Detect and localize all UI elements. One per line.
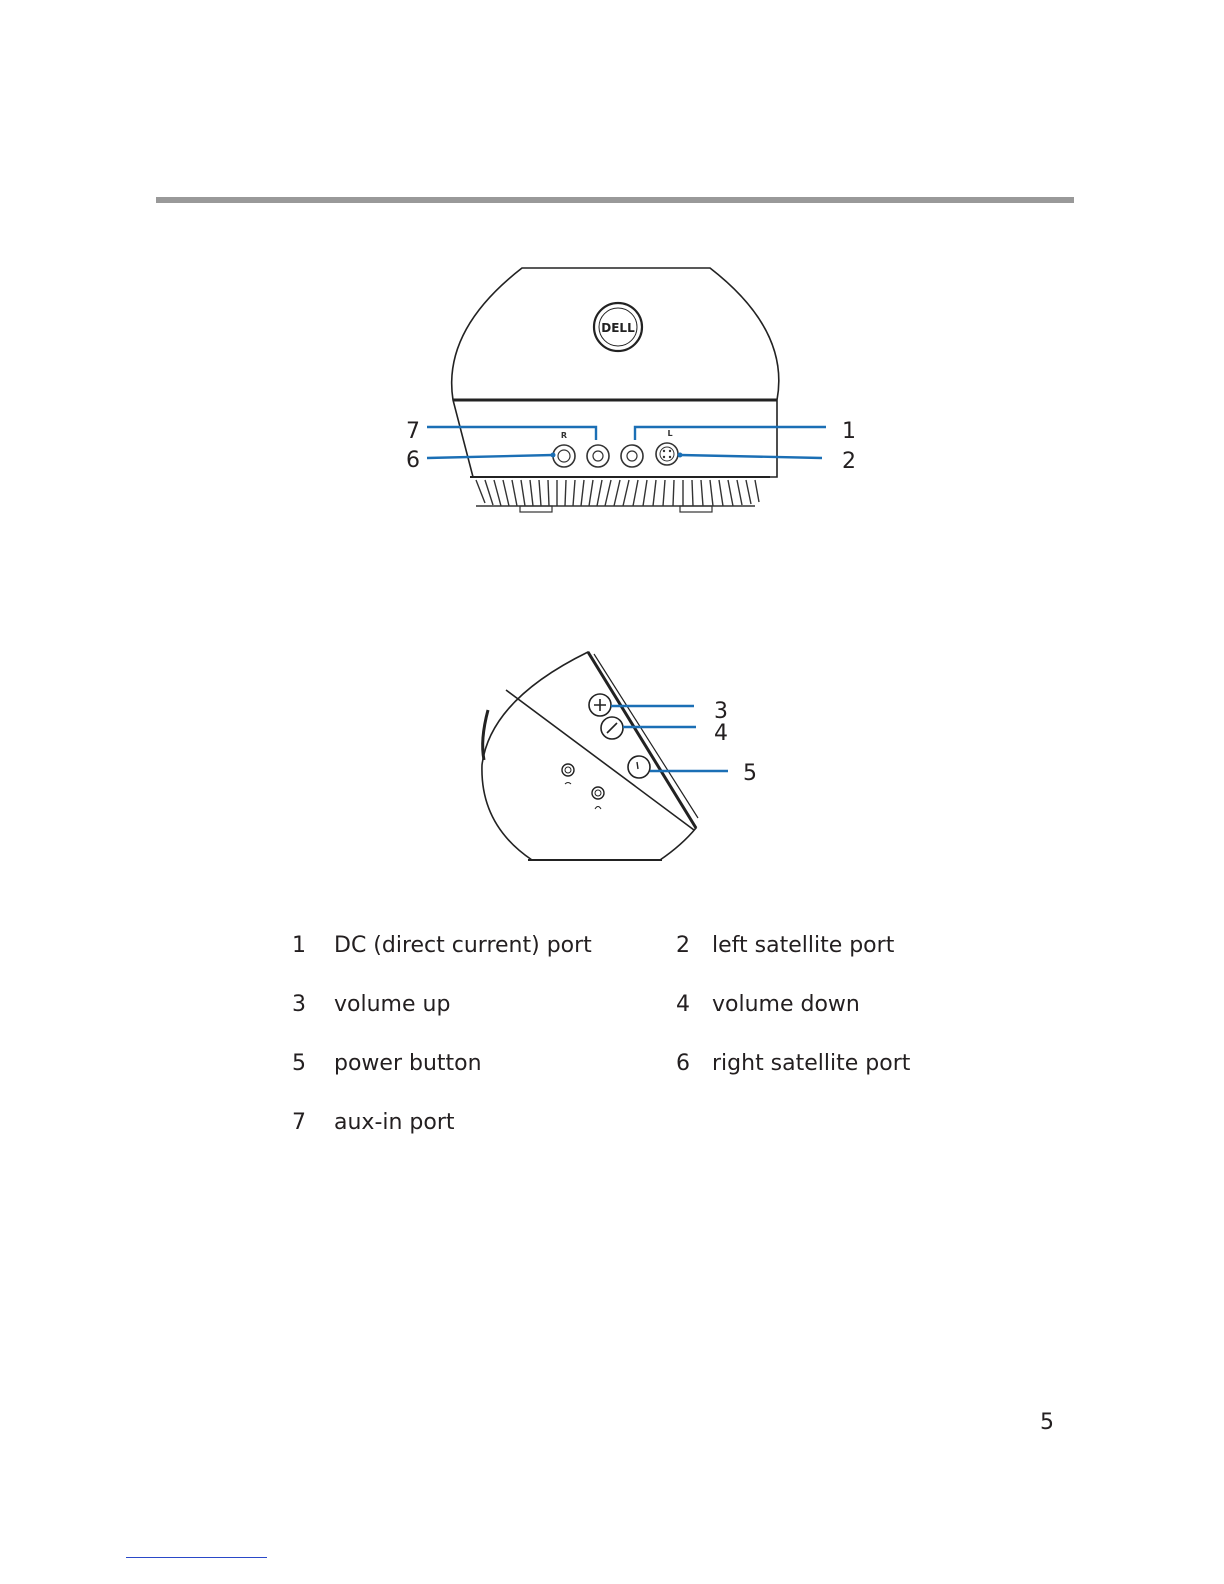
legend-number: 5 (292, 1051, 306, 1076)
footer-link-underline[interactable] (126, 1557, 267, 1558)
right-port-mark: R (560, 431, 568, 440)
front-view-figure (390, 260, 870, 520)
callout-1: 1 (842, 419, 856, 444)
callout-4: 4 (714, 721, 728, 746)
left-foot (520, 506, 552, 512)
legend-number: 2 (676, 933, 690, 958)
legend-label: DC (direct current) port (334, 933, 592, 958)
legend-number: 4 (676, 992, 690, 1017)
legend-number: 7 (292, 1110, 306, 1135)
side-view-figure (470, 640, 790, 870)
legend-number: 1 (292, 933, 306, 958)
left-port-mark: L (667, 429, 673, 438)
legend-number: 3 (292, 992, 306, 1017)
dell-logo-icon (594, 303, 642, 351)
legend-label: power button (334, 1051, 482, 1076)
volume-up-button-icon[interactable] (589, 694, 611, 716)
volume-down-button-icon[interactable] (601, 717, 623, 739)
legend-label: left satellite port (712, 933, 895, 958)
callout-6: 6 (406, 448, 420, 473)
svg-text:DELL: DELL (601, 321, 635, 335)
legend-label: volume up (334, 992, 451, 1017)
subwoofer-side-body (482, 652, 696, 860)
page-number: 5 (1040, 1410, 1054, 1435)
power-button-icon[interactable] (628, 756, 650, 778)
callout-5: 5 (743, 761, 757, 786)
right-foot (680, 506, 712, 512)
legend-label: volume down (712, 992, 860, 1017)
bottom-grille (476, 480, 759, 506)
callout-7: 7 (406, 419, 420, 444)
subwoofer-body (452, 268, 779, 477)
legend-number: 6 (676, 1051, 690, 1076)
legend-label: right satellite port (712, 1051, 911, 1076)
legend-label: aux-in port (334, 1110, 455, 1135)
header-rule (156, 197, 1074, 203)
callout-3: 3 (714, 699, 728, 724)
callout-2: 2 (842, 449, 856, 474)
